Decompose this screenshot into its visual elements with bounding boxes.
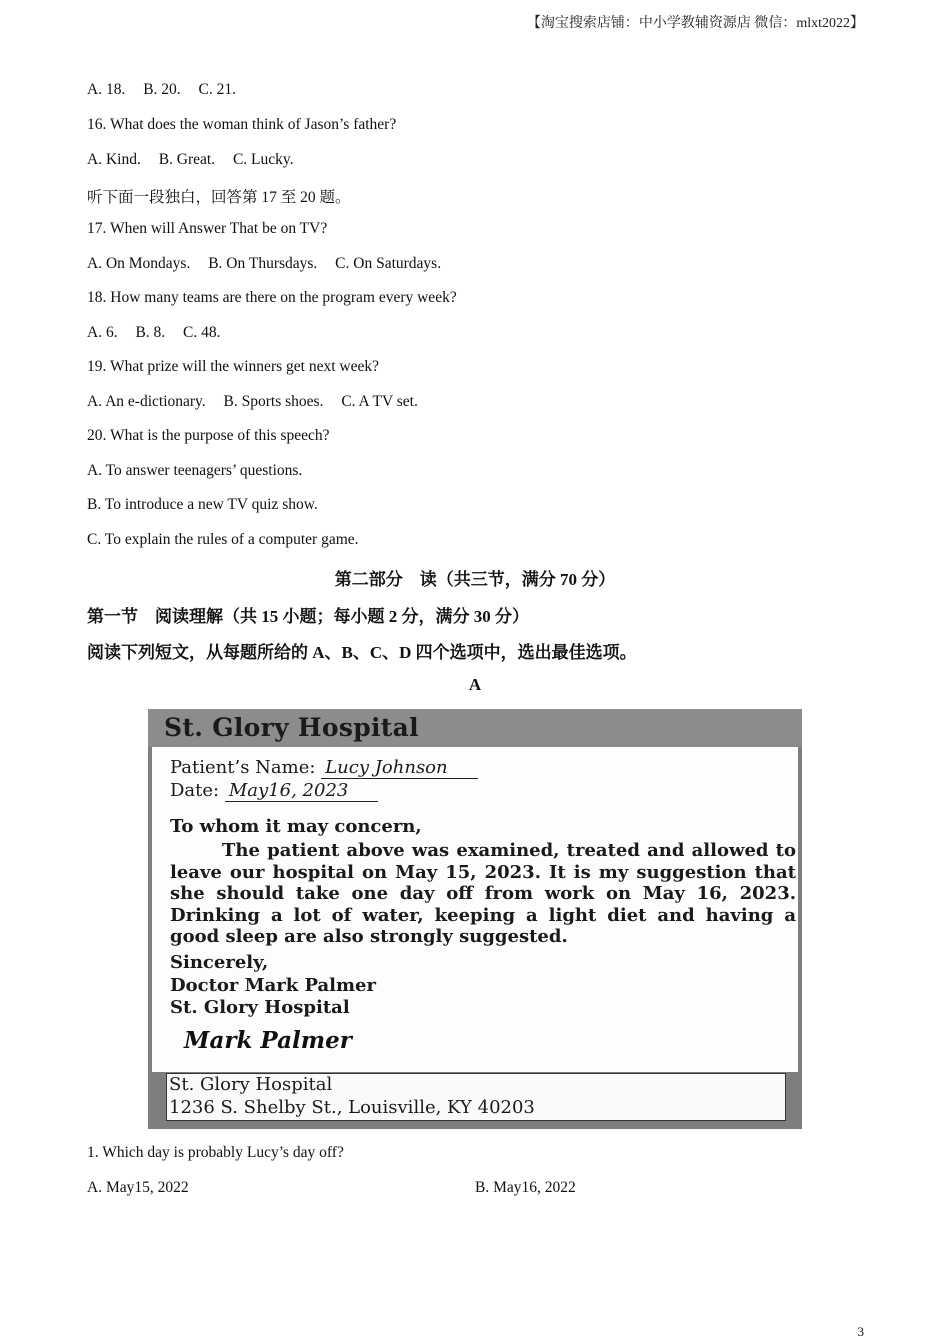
- patient-label: Patient’s Name:: [170, 757, 316, 778]
- hospital-note: [148, 709, 802, 1129]
- patient-name: Lucy Johnson: [321, 759, 477, 779]
- q1-option-a: A. May15, 2022: [87, 1179, 189, 1196]
- footer-hospital-name: St. Glory Hospital: [169, 1074, 333, 1095]
- q17-option-a: A. On Mondays.: [87, 255, 191, 272]
- date-row: [170, 780, 378, 802]
- page-number: 3: [857, 1324, 864, 1339]
- closing: Sincerely,: [170, 952, 269, 973]
- note-body: [152, 747, 798, 1072]
- q16-option-b: B. Great.: [158, 151, 216, 168]
- passage-label: A: [468, 675, 482, 694]
- q18-question: 18. How many teams are there on the program every week?: [87, 289, 457, 306]
- part2-title: 第二部分 读（共三节，满分 70 分）: [334, 570, 616, 589]
- note-footer: [166, 1073, 786, 1121]
- monologue-instruction: 听下面一段独白，回答第 17 至 20 题。: [87, 189, 351, 206]
- q16-options: [87, 151, 308, 169]
- q1-question: 1. Which day is probably Lucy’s day off?: [87, 1144, 344, 1161]
- q18-option-a: A. 6.: [87, 324, 118, 341]
- q15-option-c: C. 21.: [198, 81, 237, 98]
- patient-row: [170, 757, 478, 779]
- footer-address: 1236 S. Shelby St., Louisville, KY 40203: [169, 1097, 535, 1118]
- q17-options: [87, 255, 455, 273]
- shop-header: 【淘宝搜索店铺：中小学教辅资源店 微信：mlxt2022】: [526, 16, 864, 31]
- doctor-name: Doctor Mark Palmer: [170, 975, 376, 996]
- q20-option-b: B. To introduce a new TV quiz show.: [87, 496, 318, 513]
- q19-option-b: B. Sports shoes.: [223, 393, 324, 410]
- q20-question: 20. What is the purpose of this speech?: [87, 427, 330, 444]
- q20-option-a: A. To answer teenagers’ questions.: [87, 462, 303, 479]
- greeting: To whom it may concern,: [170, 816, 422, 837]
- q18-option-b: B. 8.: [135, 324, 166, 341]
- q19-question: 19. What prize will the winners get next week?: [87, 358, 379, 375]
- note-title-bar: [148, 709, 802, 747]
- hospital-title: St. Glory Hospital: [164, 713, 419, 742]
- q19-options: [87, 393, 432, 411]
- note-paragraph: The patient above was examined, treated and allowed to leave our hospital on May 15, 2023. It is my suggestion that she should take one day off from work on May 16, 2023. Drinking a lot of water, keeping a light diet and having a good sleep are also strongly suggested.: [170, 840, 796, 947]
- doctor-hospital: St. Glory Hospital: [170, 997, 350, 1018]
- q1-option-b: B. May16, 2022: [475, 1179, 576, 1196]
- q20-option-c: C. To explain the rules of a computer game.: [87, 531, 359, 548]
- doctor-signature: Mark Palmer: [184, 1027, 352, 1054]
- q17-option-b: B. On Thursdays.: [208, 255, 318, 272]
- q18-options: [87, 324, 235, 342]
- q17-question: 17. When will Answer That be on TV?: [87, 220, 328, 237]
- q18-option-c: C. 48.: [183, 324, 221, 341]
- date-label: Date:: [170, 780, 220, 801]
- q17-option-c: C. On Saturdays.: [335, 255, 442, 272]
- q16-option-c: C. Lucky.: [232, 151, 294, 168]
- date-value: May16, 2023: [225, 782, 379, 802]
- q16-question: 16. What does the woman think of Jason’s father?: [87, 116, 397, 133]
- q16-option-a: A. Kind.: [87, 151, 141, 168]
- q15-options: [87, 81, 250, 99]
- section1-title: 第一节 阅读理解（共 15 小题；每小题 2 分，满分 30 分）: [87, 607, 529, 626]
- q19-option-a: A. An e-dictionary.: [87, 393, 206, 410]
- section1-instruction: 阅读下列短文，从每题所给的 A、B、C、D 四个选项中，选出最佳选项。: [87, 643, 637, 662]
- q15-option-b: B. 20.: [143, 81, 181, 98]
- q19-option-c: C. A TV set.: [341, 393, 418, 410]
- q15-option-a: A. 18.: [87, 81, 126, 98]
